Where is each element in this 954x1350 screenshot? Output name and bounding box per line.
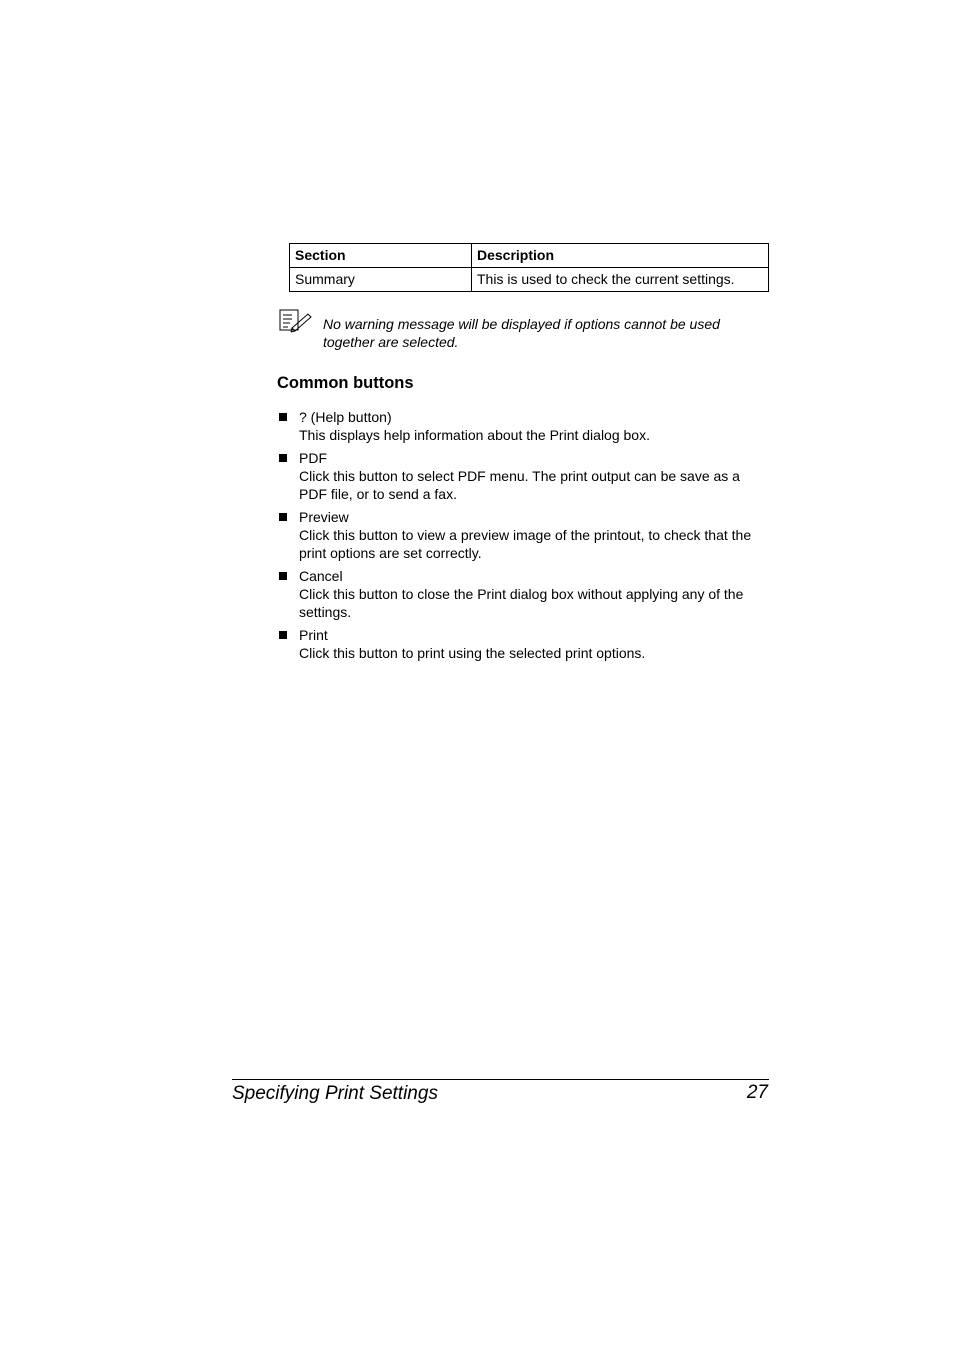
list-item <box>277 567 769 621</box>
footer-divider <box>232 1079 769 1080</box>
list-item-description: This displays help information about the Print dialog box. <box>299 427 650 443</box>
list-item-title: Preview <box>299 509 349 525</box>
page-number: 27 <box>746 1082 768 1103</box>
list-item <box>277 449 769 503</box>
list-item-title: PDF <box>299 450 327 466</box>
square-bullet-icon <box>279 513 287 521</box>
list-item-title: Cancel <box>299 568 343 584</box>
table-cell-description: This is used to check the current settings. <box>472 268 769 292</box>
footer-title: Specifying Print Settings <box>232 1083 438 1104</box>
list-item-description: Click this button to select PDF menu. The print output can be save as a PDF file, or to send a fax. <box>299 468 740 502</box>
table-cell-section: Summary <box>290 268 472 292</box>
square-bullet-icon <box>279 572 287 580</box>
list-item-title: Print <box>299 627 328 643</box>
table-header-section: Section <box>290 244 472 268</box>
note-text: No warning message will be displayed if options cannot be used together are selected. <box>323 316 720 350</box>
list-item-description: Click this button to close the Print dialog box without applying any of the settings. <box>299 586 744 620</box>
note-pencil-icon <box>278 309 314 333</box>
list-item <box>277 626 769 662</box>
list-item-description: Click this button to print using the selected print options. <box>299 645 646 661</box>
table-header-row <box>290 244 769 268</box>
settings-table <box>289 243 769 292</box>
square-bullet-icon <box>279 413 287 421</box>
list-item-description: Click this button to view a preview image of the printout, to check that the print options are set correctly. <box>299 527 752 561</box>
list-item <box>277 408 769 444</box>
list-item <box>277 508 769 562</box>
square-bullet-icon <box>279 454 287 462</box>
section-heading: Common buttons <box>277 374 414 392</box>
table-header-description: Description <box>472 244 769 268</box>
list-item-title: ? (Help button) <box>299 409 392 425</box>
button-list <box>277 408 769 667</box>
square-bullet-icon <box>279 631 287 639</box>
table-row <box>290 268 769 292</box>
